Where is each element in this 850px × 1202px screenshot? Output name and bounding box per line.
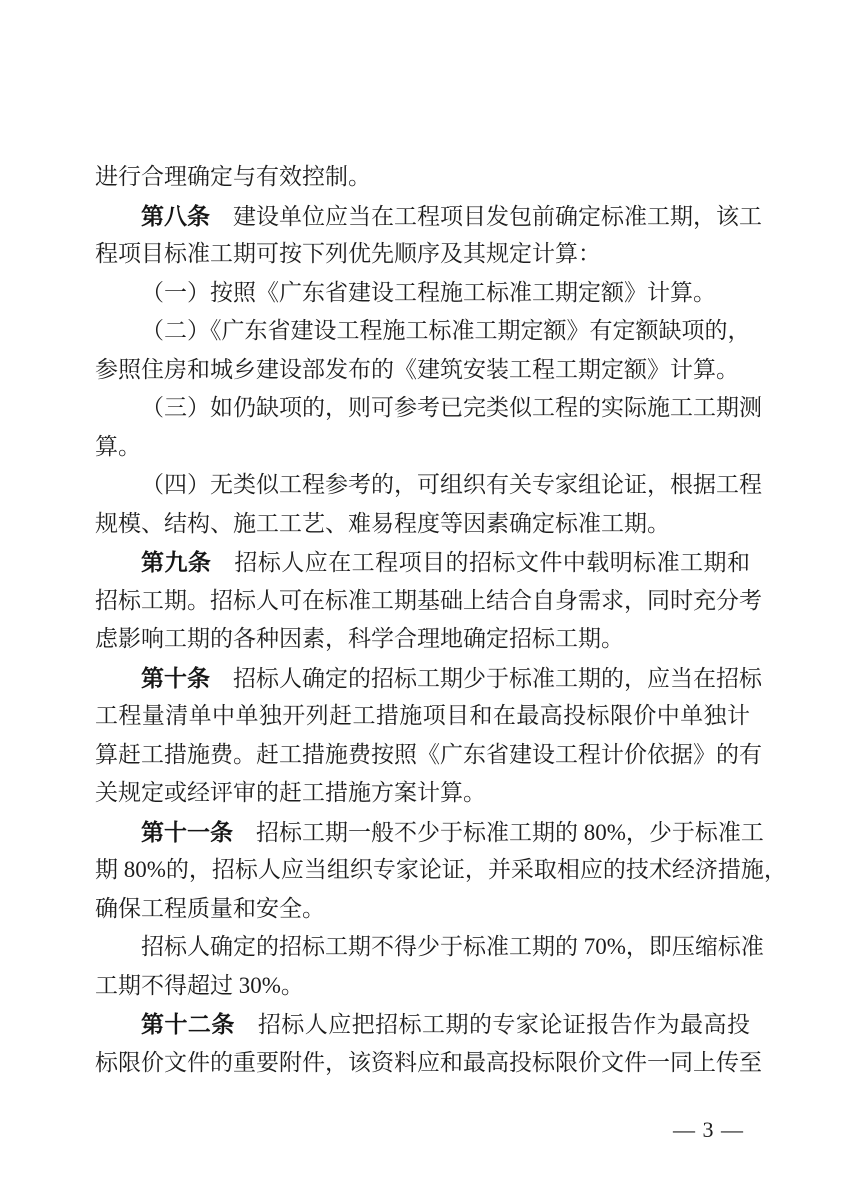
text-line [95,659,762,698]
text-line [95,389,762,428]
article-number: 第八条 [141,202,210,229]
text-line [95,813,764,852]
line-text: （一）按照《广东省建设工程施工标准工期定额》计算。 [141,279,716,305]
text-line [95,620,750,659]
line-text: 工期不得超过 30%。 [95,972,304,998]
line-text: 关规定或经评审的赶工措施方案计算。 [95,780,486,805]
text-line [95,351,750,390]
line-text: 虑影响工期的各种因素，科学合理地确定招标工期。 [95,626,624,651]
line-text: 参照住房和城乡建设部发布的《建筑安装工程工期定额》计算。 [95,356,739,382]
article-number: 第十条 [141,664,210,691]
text-line [95,274,750,313]
line-text: 算。 [95,433,141,459]
text-line [95,197,762,236]
text-line [95,890,750,929]
line-text: 期 80%的，招标人应当组织专家论证，并采取相应的技术经济措施， [95,857,787,882]
text-line [95,543,750,582]
line-text: 确保工程质量和安全。 [95,895,325,921]
article-number: 第十一条 [141,818,233,845]
text-line [95,235,750,274]
line-text: 招标工期。招标人可在标准工期基础上结合自身需求，同时充分考 [95,587,762,613]
text-line [95,1005,750,1044]
text-line [95,736,762,775]
article-number: 第十二条 [141,1011,235,1037]
text-line [95,466,762,505]
line-text: 招标人确定的招标工期少于标准工期的，应当在招标 [233,665,762,691]
text-line [95,851,787,890]
text-line [95,505,750,544]
text-line [95,158,750,197]
line-text: 招标工期一般不少于标准工期的 80%，少于标准工 [256,819,764,845]
line-text: 算赶工措施费。赶工措施费按照《广东省建设工程计价依据》的有 [95,741,762,767]
text-line [95,428,750,467]
text-line [95,967,750,1006]
line-text: （二）《广东省建设工程施工标准工期定额》有定额缺项的， [141,318,751,343]
line-text: 招标人应在工程项目的招标文件中载明标准工期和 [234,550,750,575]
text-line [95,928,764,967]
text-line [95,697,750,736]
article-number: 第九条 [141,549,212,575]
line-text: 规模、结构、施工工艺、难易程度等因素确定标准工期。 [95,510,670,536]
text-line [95,1044,762,1083]
line-text: 进行合理确定与有效控制。 [95,164,371,189]
line-text: 程项目标准工期可按下列优先顺序及其规定计算： [95,241,601,266]
line-text: 招标人确定的招标工期不得少于标准工期的 70%，即压缩标准 [141,934,764,959]
line-text: 建设单位应当在工程项目发包前确定标准工期，该工 [233,203,762,229]
text-line [95,582,762,621]
line-text: 工程量清单中单独开列赶工措施项目和在最高投标限价中单独计 [95,703,750,728]
line-text: （四）无类似工程参考的，可组织有关专家组论证，根据工程 [141,472,762,497]
line-text: 标限价文件的重要附件，该资料应和最高投标限价文件一同上传至 [95,1049,762,1075]
line-text: （三）如仍缺项的，则可参考已完类似工程的实际施工工期测 [141,395,762,420]
page-number: — 3 — [673,1117,744,1142]
line-text: 招标人应把招标工期的专家论证报告作为最高投 [257,1012,751,1037]
document-body [95,158,787,1082]
text-line [95,312,750,351]
text-line [95,774,750,813]
